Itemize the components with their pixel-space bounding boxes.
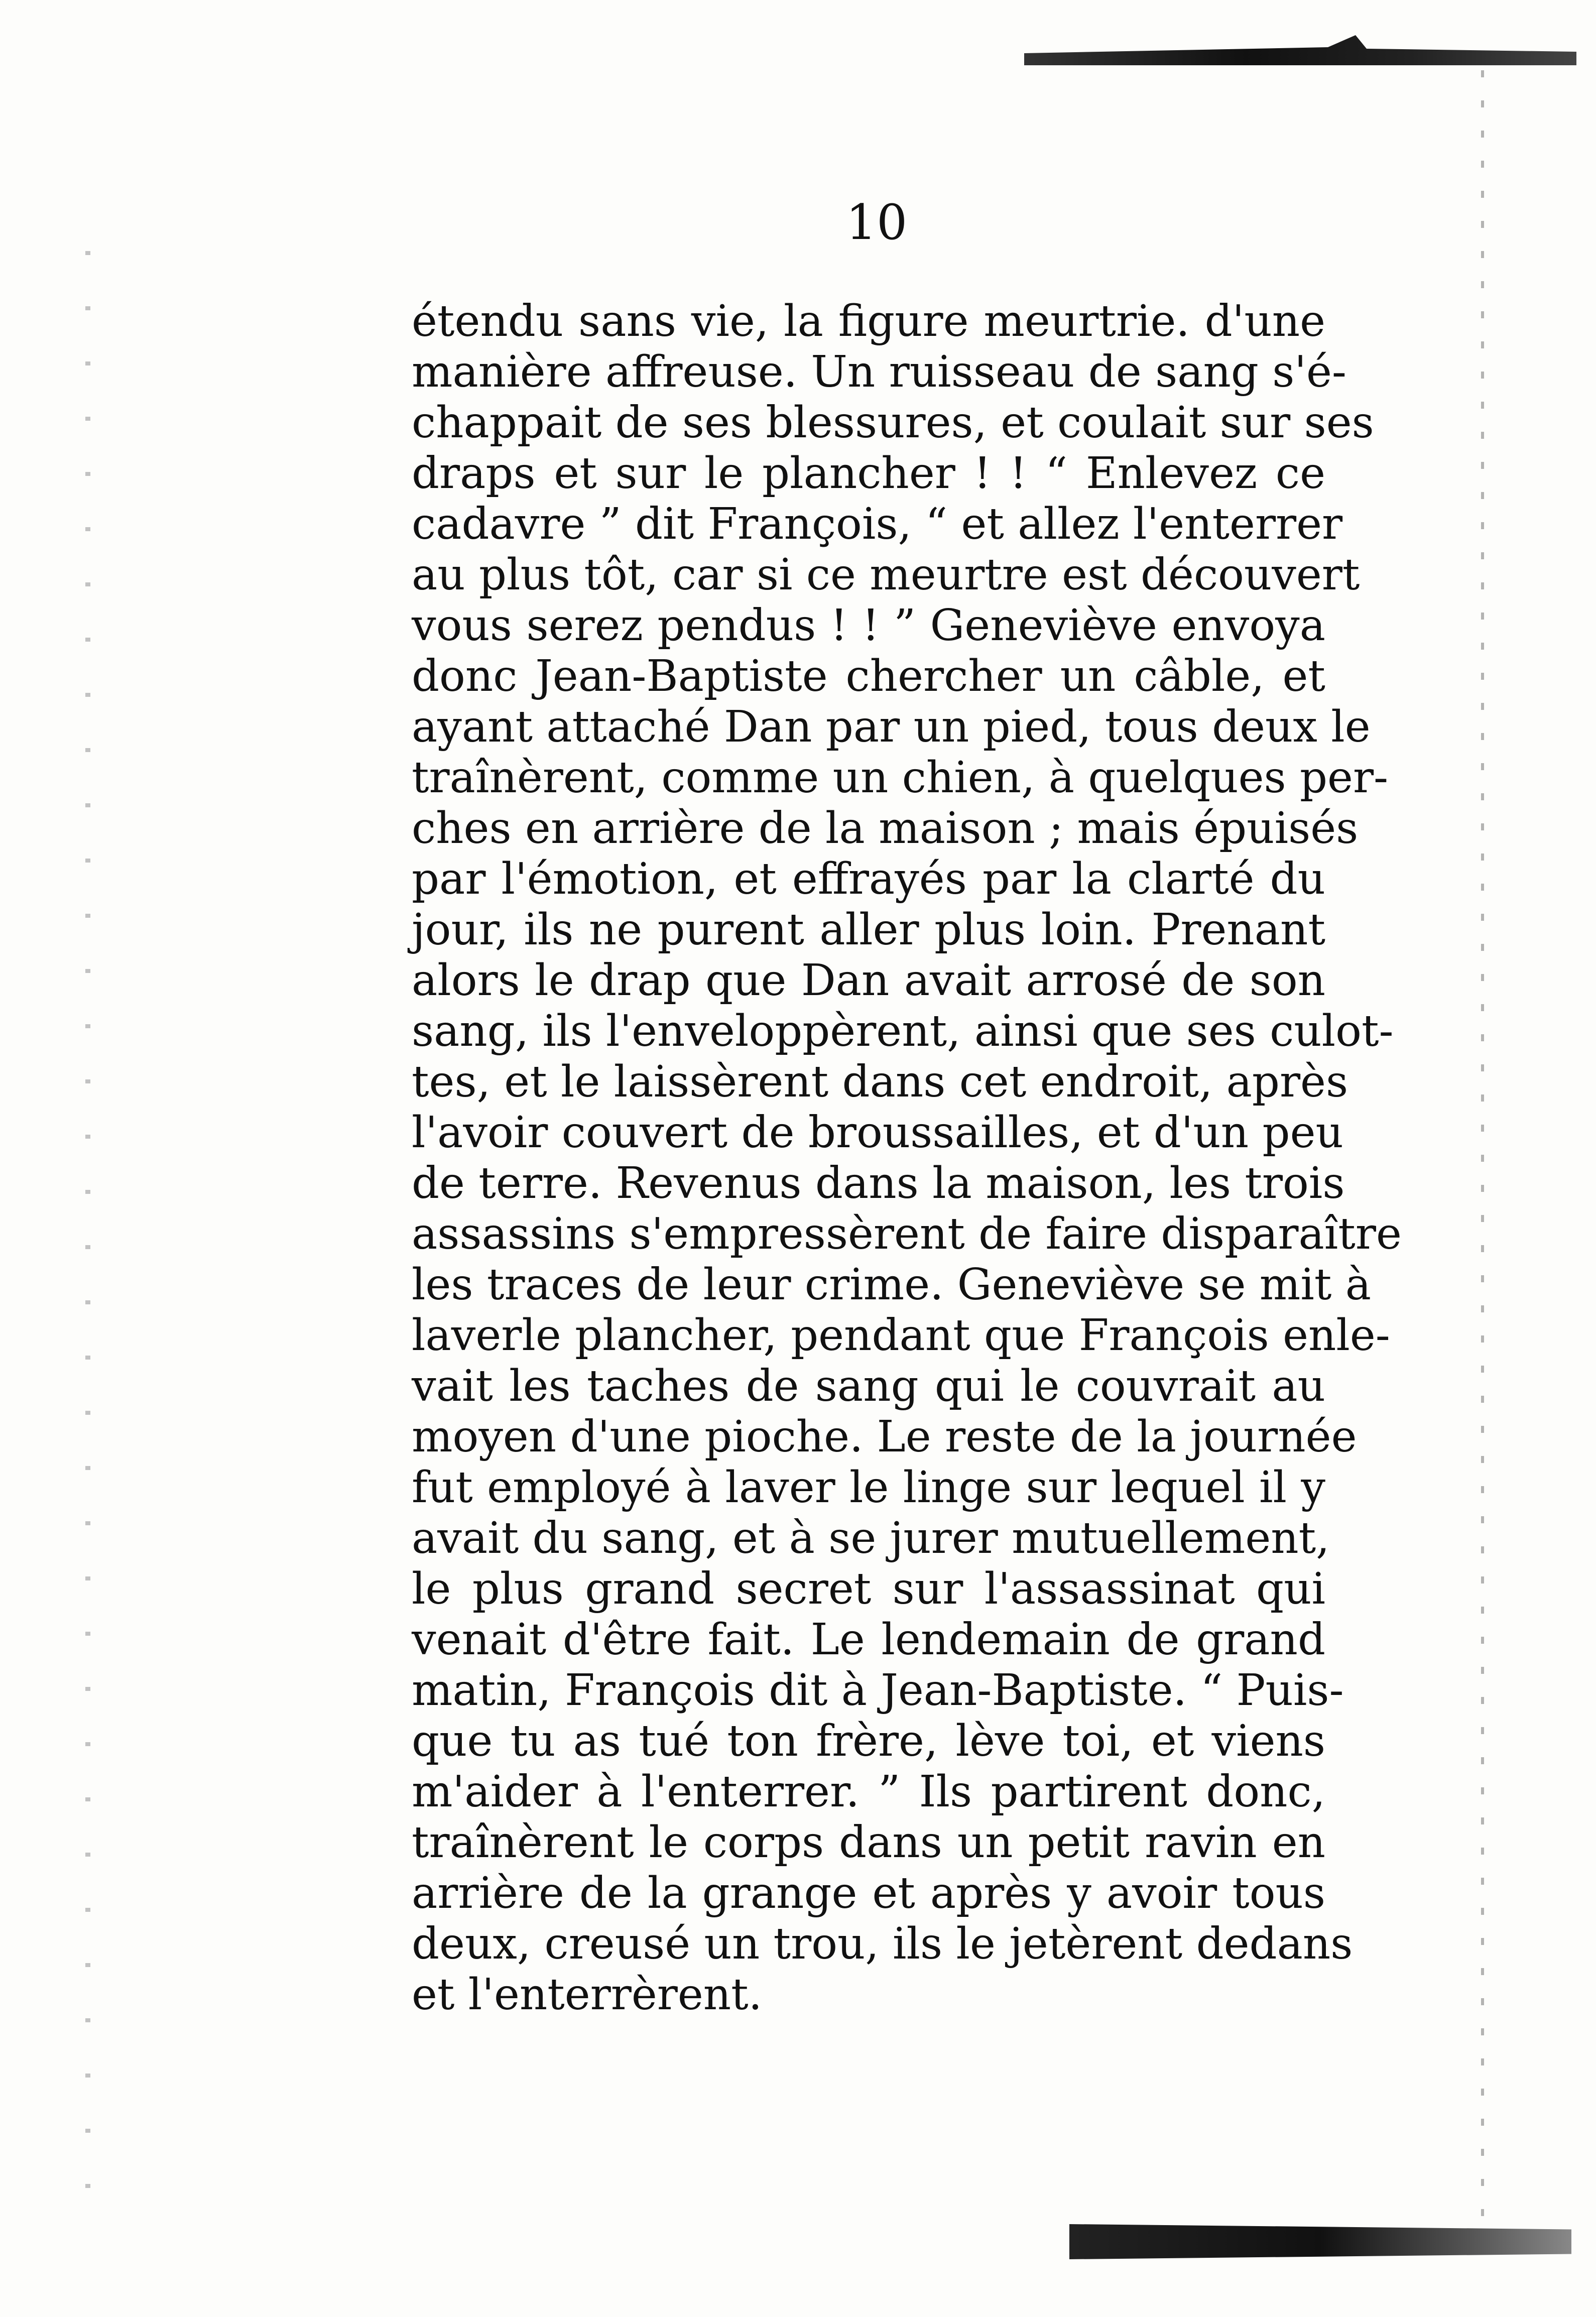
text-line: ayant attaché Dan par un pied, tous deux le xyxy=(412,702,1371,752)
text-line: tes, et le laissèrent dans cet endroit, après xyxy=(412,1057,1348,1107)
text-line: l'avoir couvert de broussailles, et d'un peu xyxy=(412,1108,1343,1158)
scan-artifact-top xyxy=(1024,35,1576,65)
text-line: vous serez pendus ! ! ” Geneviève envoya xyxy=(412,600,1325,651)
body-text xyxy=(412,296,1402,2020)
text-line: au plus tôt, car si ce meurtre est découvert xyxy=(412,550,1360,600)
text-line: traînèrent, comme un chien, à quelques per- xyxy=(412,753,1389,803)
text-line: fut employé à laver le linge sur lequel il y xyxy=(412,1462,1325,1513)
text-line: avait du sang, et à se jurer mutuellement, xyxy=(412,1513,1330,1563)
text-line: manière affreuse. Un ruisseau de sang s'é- xyxy=(412,347,1346,397)
page-number: 10 xyxy=(846,194,908,251)
text-line: étendu sans vie, la figure meurtrie. d'une xyxy=(412,296,1325,346)
text-line: traînèrent le corps dans un petit ravin en xyxy=(412,1817,1325,1868)
text-line: par l'émotion, et effrayés par la clarté du xyxy=(412,854,1325,904)
text-line: ches en arrière de la maison ; mais épuisés xyxy=(412,803,1359,853)
text-line: venait d'être fait. Le lendemain de grand xyxy=(412,1615,1325,1665)
text-line: assassins s'empressèrent de faire disparaître xyxy=(412,1209,1402,1259)
text-line: m'aider à l'enterrer. ” Ils partirent donc, xyxy=(412,1767,1325,1817)
text-line: arrière de la grange et après y avoir tous xyxy=(412,1868,1325,1918)
text-line: et l'enterrèrent. xyxy=(412,1970,763,2020)
text-line: que tu as tué ton frère, lève toi, et viens xyxy=(412,1716,1325,1766)
text-line: donc Jean-Baptiste chercher un câble, et xyxy=(412,651,1325,701)
text-line: chappait de ses blessures, et coulait sur ses xyxy=(412,398,1374,448)
page-edge-shadow xyxy=(1481,70,1484,2229)
text-line: alors le drap que Dan avait arrosé de son xyxy=(412,955,1325,1006)
text-line: laverle plancher, pendant que François enle- xyxy=(412,1310,1390,1361)
text-line: vait les taches de sang qui le couvrait au xyxy=(412,1361,1325,1411)
text-line: sang, ils l'enveloppèrent, ainsi que ses culot- xyxy=(412,1006,1394,1056)
text-line: jour, ils ne purent aller plus loin. Prenant xyxy=(412,905,1325,955)
text-line: le plus grand secret sur l'assassinat qui xyxy=(412,1564,1325,1614)
text-line: cadavre ” dit François, “ et allez l'enterrer xyxy=(412,499,1343,549)
text-line: deux, creusé un trou, ils le jetèrent dedans xyxy=(412,1919,1353,1969)
text-line: les traces de leur crime. Geneviève se mit à xyxy=(412,1260,1372,1310)
scan-specks-left xyxy=(85,251,90,2209)
text-line: matin, François dit à Jean-Baptiste. “ Puis- xyxy=(412,1665,1344,1716)
text-line: draps et sur le plancher ! ! “ Enlevez ce xyxy=(412,448,1325,499)
scan-artifact-bottom xyxy=(1069,2224,1571,2259)
text-line: de terre. Revenus dans la maison, les trois xyxy=(412,1158,1345,1208)
text-line: moyen d'une pioche. Le reste de la journée xyxy=(412,1412,1357,1462)
